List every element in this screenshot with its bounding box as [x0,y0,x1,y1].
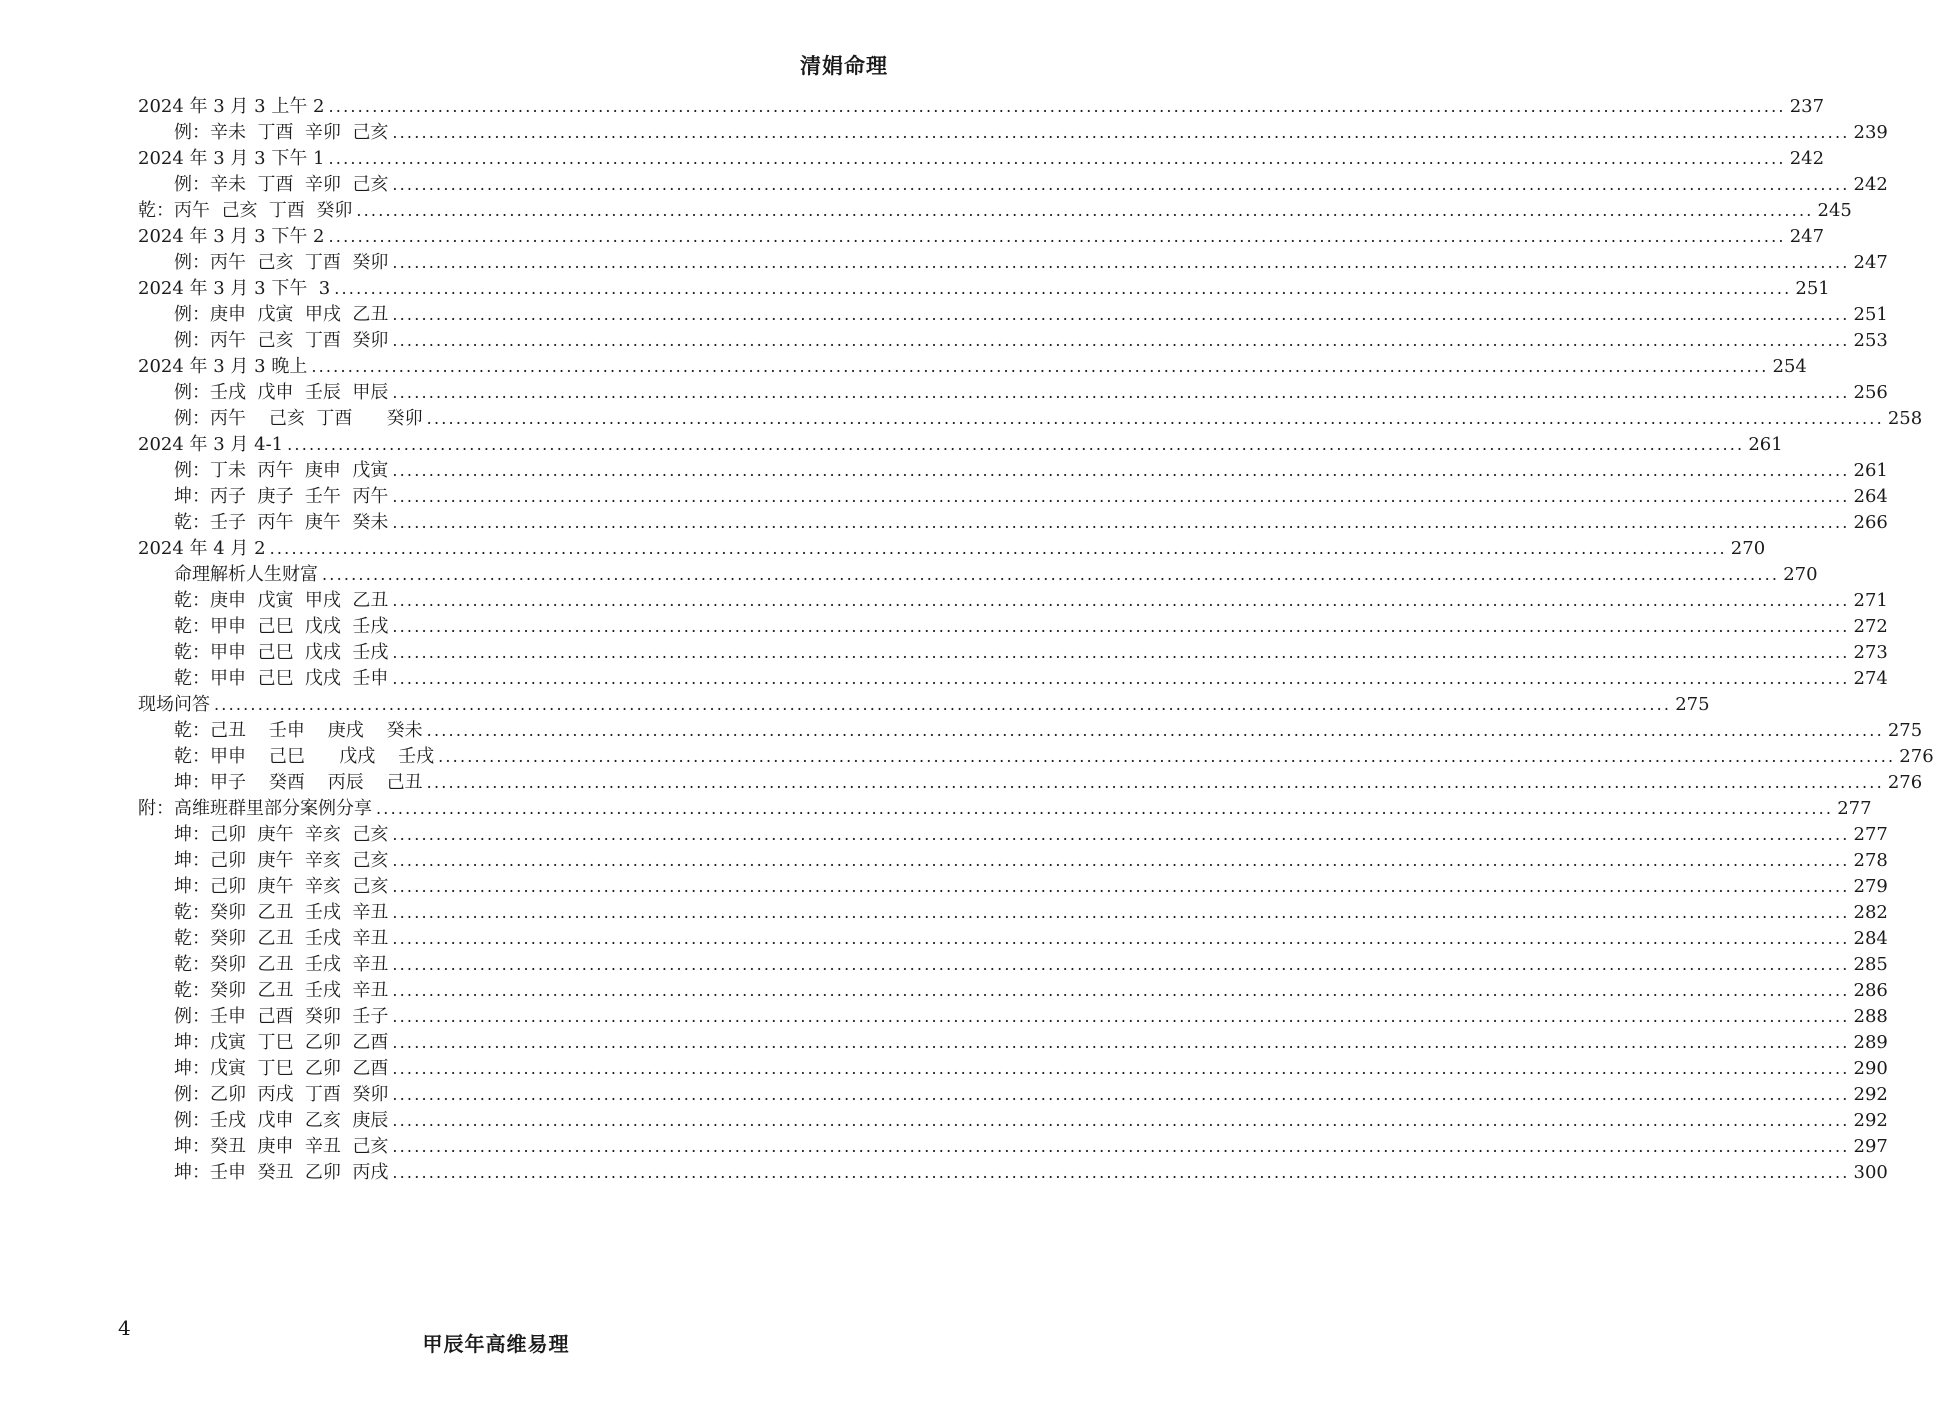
toc-entry[interactable] [138,1004,1888,1030]
toc-entry-page: 279 [1853,876,1888,897]
toc-leader-dots: ........................................................................................................................................................................................................ [392,1085,1850,1104]
toc-leader-dots: ........................................................................................................................................................................................................ [328,227,1786,246]
toc-leader-dots: ........................................................................................................................................................................................................ [392,929,1850,948]
toc-entry-page: 264 [1853,486,1888,507]
toc-leader-dots: ........................................................................................................................................................................................................ [392,305,1850,324]
toc-entry-title: 命理解析人生财富 [174,564,318,585]
toc-entry-title: 坤：己卯 庚午 辛亥 己亥 [174,876,389,897]
toc-entry-page: 253 [1853,330,1888,351]
toc-leader-dots: ........................................................................................................................................................................................................ [392,513,1850,532]
toc-leader-dots: ........................................................................................................................................................................................................ [392,903,1850,922]
toc-entry[interactable] [138,978,1888,1004]
toc-leader-dots: ........................................................................................................................................................................................................ [392,383,1850,402]
toc-entry[interactable] [138,120,1888,146]
toc-entry-title: 附：高维班群里部分案例分享 [138,798,372,819]
toc-entry-title: 坤：戊寅 丁巳 乙卯 乙酉 [174,1032,389,1053]
toc-leader-dots: ........................................................................................................................................................................................................ [392,1033,1850,1052]
toc-entry-page: 242 [1853,174,1888,195]
toc-entry-title: 例：庚申 戊寅 甲戌 乙丑 [174,304,389,325]
toc-entry-page: 237 [1789,96,1825,117]
toc-leader-dots: ........................................................................................................................................................................................................ [392,669,1850,688]
toc-entry[interactable] [138,406,1923,432]
toc-entry-page: 242 [1789,148,1825,169]
toc-entry-title: 2024 年 3 月 3 晚上 [138,356,308,377]
toc-entry-title: 坤：壬申 癸丑 乙卯 丙戌 [174,1162,389,1183]
toc-entry[interactable] [138,250,1888,276]
toc-leader-dots: ........................................................................................................................................................................................................ [392,1007,1850,1026]
toc-entry[interactable] [138,718,1923,744]
toc-entry[interactable] [138,562,1818,588]
toc-entry-page: 270 [1730,538,1766,559]
toc-leader-dots: ........................................................................................................................................................................................................ [392,591,1850,610]
toc-entry-page: 290 [1853,1058,1888,1079]
toc-leader-dots: ........................................................................................................................................................................................................ [426,773,1884,792]
toc-entry-page: 284 [1853,928,1888,949]
toc-entry-page: 271 [1853,590,1888,611]
toc-leader-dots: ........................................................................................................................................................................................................ [392,981,1850,1000]
running-header: 清娟命理 [800,53,888,78]
toc-entry-title: 例：丙午 己亥 丁酉 癸卯 [174,330,389,351]
toc-leader-dots: ........................................................................................................................................................................................................ [392,643,1850,662]
toc-entry[interactable] [138,458,1888,484]
toc-entry[interactable] [138,198,1852,224]
toc-entry-page: 247 [1853,252,1888,273]
toc-entry-title: 乾：癸卯 乙丑 壬戌 辛丑 [174,928,389,949]
toc-entry[interactable] [138,172,1888,198]
toc-leader-dots: ........................................................................................................................................................................................................ [426,721,1884,740]
toc-leader-dots: ........................................................................................................................................................................................................ [214,695,1672,714]
toc-entry-page: 256 [1853,382,1888,403]
toc-entry-page: 276 [1887,772,1923,793]
toc-entry-title: 乾：甲申 己巳 戊戌 壬申 [174,668,389,689]
toc-leader-dots: ........................................................................................................................................................................................................ [392,487,1850,506]
toc-entry-page: 261 [1748,434,1783,455]
toc-entry-title: 例：丙午 己亥 丁酉 癸卯 [174,252,389,273]
toc-entry[interactable] [138,1108,1888,1134]
toc-entry-page: 270 [1783,564,1818,585]
toc-entry-page: 276 [1899,746,1934,767]
toc-entry-page: 275 [1675,694,1710,715]
toc-leader-dots: ........................................................................................................................................................................................................ [311,357,1769,376]
toc-entry[interactable] [138,666,1888,692]
toc-entry-page: 275 [1887,720,1923,741]
toc-entry[interactable] [138,224,1825,250]
toc-entry-page: 285 [1853,954,1888,975]
toc-leader-dots: ........................................................................................................................................................................................................ [392,877,1850,896]
toc-leader-dots: ........................................................................................................................................................................................................ [392,1163,1850,1182]
toc-leader-dots: ........................................................................................................................................................................................................ [328,149,1786,168]
toc-entry-page: 277 [1837,798,1872,819]
toc-entry[interactable] [138,770,1923,796]
toc-entry-page: 289 [1853,1032,1888,1053]
toc-leader-dots: ........................................................................................................................................................................................................ [392,253,1850,272]
toc-entry-page: 297 [1853,1136,1888,1157]
toc-leader-dots: ........................................................................................................................................................................................................ [392,331,1850,350]
toc-leader-dots: ........................................................................................................................................................................................................ [392,123,1850,142]
toc-leader-dots: ........................................................................................................................................................................................................ [334,279,1792,298]
toc-entry-page: 258 [1887,408,1923,429]
toc-entry-title: 乾：甲申 己巳 戊戌 壬戌 [174,642,389,663]
toc-entry-page: 286 [1853,980,1888,1001]
toc-leader-dots: ........................................................................................................................................................................................................ [392,825,1850,844]
toc-entry-title: 例：辛未 丁酉 辛卯 己亥 [174,174,389,195]
toc-entry[interactable] [138,952,1888,978]
toc-entry-title: 坤：戊寅 丁巳 乙卯 乙酉 [174,1058,389,1079]
toc-entry[interactable] [138,1056,1888,1082]
toc-entry[interactable] [138,276,1830,302]
toc-entry-page: 292 [1853,1110,1888,1131]
toc-entry-page: 300 [1853,1162,1888,1183]
toc-leader-dots: ........................................................................................................................................................................................................ [392,851,1850,870]
toc-leader-dots: ........................................................................................................................................................................................................ [356,201,1814,220]
toc-entry[interactable] [138,744,1934,770]
toc-entry[interactable] [138,484,1888,510]
toc-leader-dots: ........................................................................................................................................................................................................ [287,435,1745,454]
toc-entry-title: 2024 年 3 月 3 下午 3 [138,278,331,299]
toc-leader-dots: ........................................................................................................................................................................................................ [392,1059,1850,1078]
toc-entry-page: 292 [1853,1084,1888,1105]
toc-entry-title: 2024 年 3 月 3 上午 2 [138,96,325,117]
toc-leader-dots: ........................................................................................................................................................................................................ [426,409,1884,428]
toc-entry-title: 例：乙卯 丙戌 丁酉 癸卯 [174,1084,389,1105]
toc-entry-title: 乾：癸卯 乙丑 壬戌 辛丑 [174,902,389,923]
toc-entry[interactable] [138,796,1872,822]
toc-entry-page: 251 [1853,304,1888,325]
table-of-contents [138,94,1934,1186]
toc-entry-page: 274 [1853,668,1888,689]
toc-entry-page: 266 [1853,512,1888,533]
toc-entry-page: 239 [1853,122,1888,143]
toc-entry[interactable] [138,926,1888,952]
toc-entry-title: 例：壬戌 戊申 壬辰 甲辰 [174,382,389,403]
toc-entry-title: 2024 年 3 月 3 下午 1 [138,148,325,169]
toc-leader-dots: ........................................................................................................................................................................................................ [392,461,1850,480]
toc-entry[interactable] [138,822,1888,848]
toc-leader-dots: ........................................................................................................................................................................................................ [392,617,1850,636]
toc-entry-page: 277 [1853,824,1888,845]
toc-entry-title: 现场问答 [138,694,210,715]
toc-entry-title: 2024 年 3 月 4-1 [138,434,284,455]
toc-entry-title: 例：辛未 丁酉 辛卯 己亥 [174,122,389,143]
toc-entry[interactable] [138,328,1888,354]
toc-entry-title: 2024 年 4 月 2 [138,538,266,559]
toc-entry-page: 272 [1853,616,1888,637]
toc-entry-title: 乾：庚申 戊寅 甲戌 乙丑 [174,590,389,611]
toc-entry-page: 251 [1795,278,1830,299]
toc-entry-page: 288 [1853,1006,1888,1027]
toc-entry[interactable] [138,900,1888,926]
toc-entry[interactable] [138,848,1888,874]
toc-entry[interactable] [138,302,1888,328]
toc-entry[interactable] [138,354,1807,380]
toc-entry[interactable] [138,94,1825,120]
toc-leader-dots: ........................................................................................................................................................................................................ [328,97,1786,116]
toc-entry-title: 例：丁未 丙午 庚申 戊寅 [174,460,389,481]
toc-entry-page: 278 [1853,850,1888,871]
toc-entry-title: 坤：丙子 庚子 壬午 丙午 [174,486,389,507]
toc-entry-title: 乾：甲申 己巳 戊戌 壬戌 [174,616,389,637]
toc-entry[interactable] [138,614,1888,640]
toc-entry[interactable] [138,510,1888,536]
toc-entry[interactable] [138,536,1766,562]
toc-entry-title: 乾：己丑 壬申 庚戌 癸未 [174,720,423,741]
toc-entry[interactable] [138,380,1888,406]
toc-entry[interactable] [138,874,1888,900]
toc-leader-dots: ........................................................................................................................................................................................................ [376,799,1834,818]
toc-leader-dots: ........................................................................................................................................................................................................ [322,565,1780,584]
toc-leader-dots: ........................................................................................................................................................................................................ [392,1137,1850,1156]
toc-entry[interactable] [138,1134,1888,1160]
toc-entry[interactable] [138,692,1710,718]
toc-leader-dots: ........................................................................................................................................................................................................ [392,955,1850,974]
toc-entry[interactable] [138,1082,1888,1108]
toc-entry-title: 乾：癸卯 乙丑 壬戌 辛丑 [174,980,389,1001]
toc-entry-title: 乾：丙午 己亥 丁酉 癸卯 [138,200,353,221]
page-number: 4 [118,1316,131,1340]
toc-leader-dots: ........................................................................................................................................................................................................ [392,175,1850,194]
toc-entry-page: 261 [1853,460,1888,481]
toc-entry[interactable] [138,146,1825,172]
toc-entry-page: 273 [1853,642,1888,663]
toc-entry-title: 例：壬申 己酉 癸卯 壬子 [174,1006,389,1027]
toc-entry-page: 247 [1789,226,1825,247]
running-footer: 甲辰年高维易理 [422,1332,570,1356]
toc-entry[interactable] [138,432,1783,458]
toc-entry-title: 乾：壬子 丙午 庚午 癸未 [174,512,389,533]
toc-entry[interactable] [138,640,1888,666]
toc-entry-title: 坤：己卯 庚午 辛亥 己亥 [174,824,389,845]
toc-entry-title: 例：丙午 己亥 丁酉 癸卯 [174,408,423,429]
toc-entry[interactable] [138,588,1888,614]
toc-entry-page: 282 [1853,902,1888,923]
toc-entry[interactable] [138,1030,1888,1056]
toc-entry-title: 乾：甲申 己巳 戊戌 壬戌 [174,746,435,767]
toc-entry-title: 例：壬戌 戊申 乙亥 庚辰 [174,1110,389,1131]
toc-entry-page: 245 [1817,200,1852,221]
toc-leader-dots: ........................................................................................................................................................................................................ [269,539,1727,558]
toc-leader-dots: ........................................................................................................................................................................................................ [392,1111,1850,1130]
toc-entry-title: 乾：癸卯 乙丑 壬戌 辛丑 [174,954,389,975]
toc-entry[interactable] [138,1160,1888,1186]
toc-entry-title: 2024 年 3 月 3 下午 2 [138,226,325,247]
toc-entry-page: 254 [1772,356,1807,377]
toc-entry-title: 坤：癸丑 庚申 辛丑 己亥 [174,1136,389,1157]
toc-entry-title: 坤：己卯 庚午 辛亥 己亥 [174,850,389,871]
toc-leader-dots: ........................................................................................................................................................................................................ [438,747,1896,766]
toc-entry-title: 坤：甲子 癸酉 丙辰 己丑 [174,772,423,793]
